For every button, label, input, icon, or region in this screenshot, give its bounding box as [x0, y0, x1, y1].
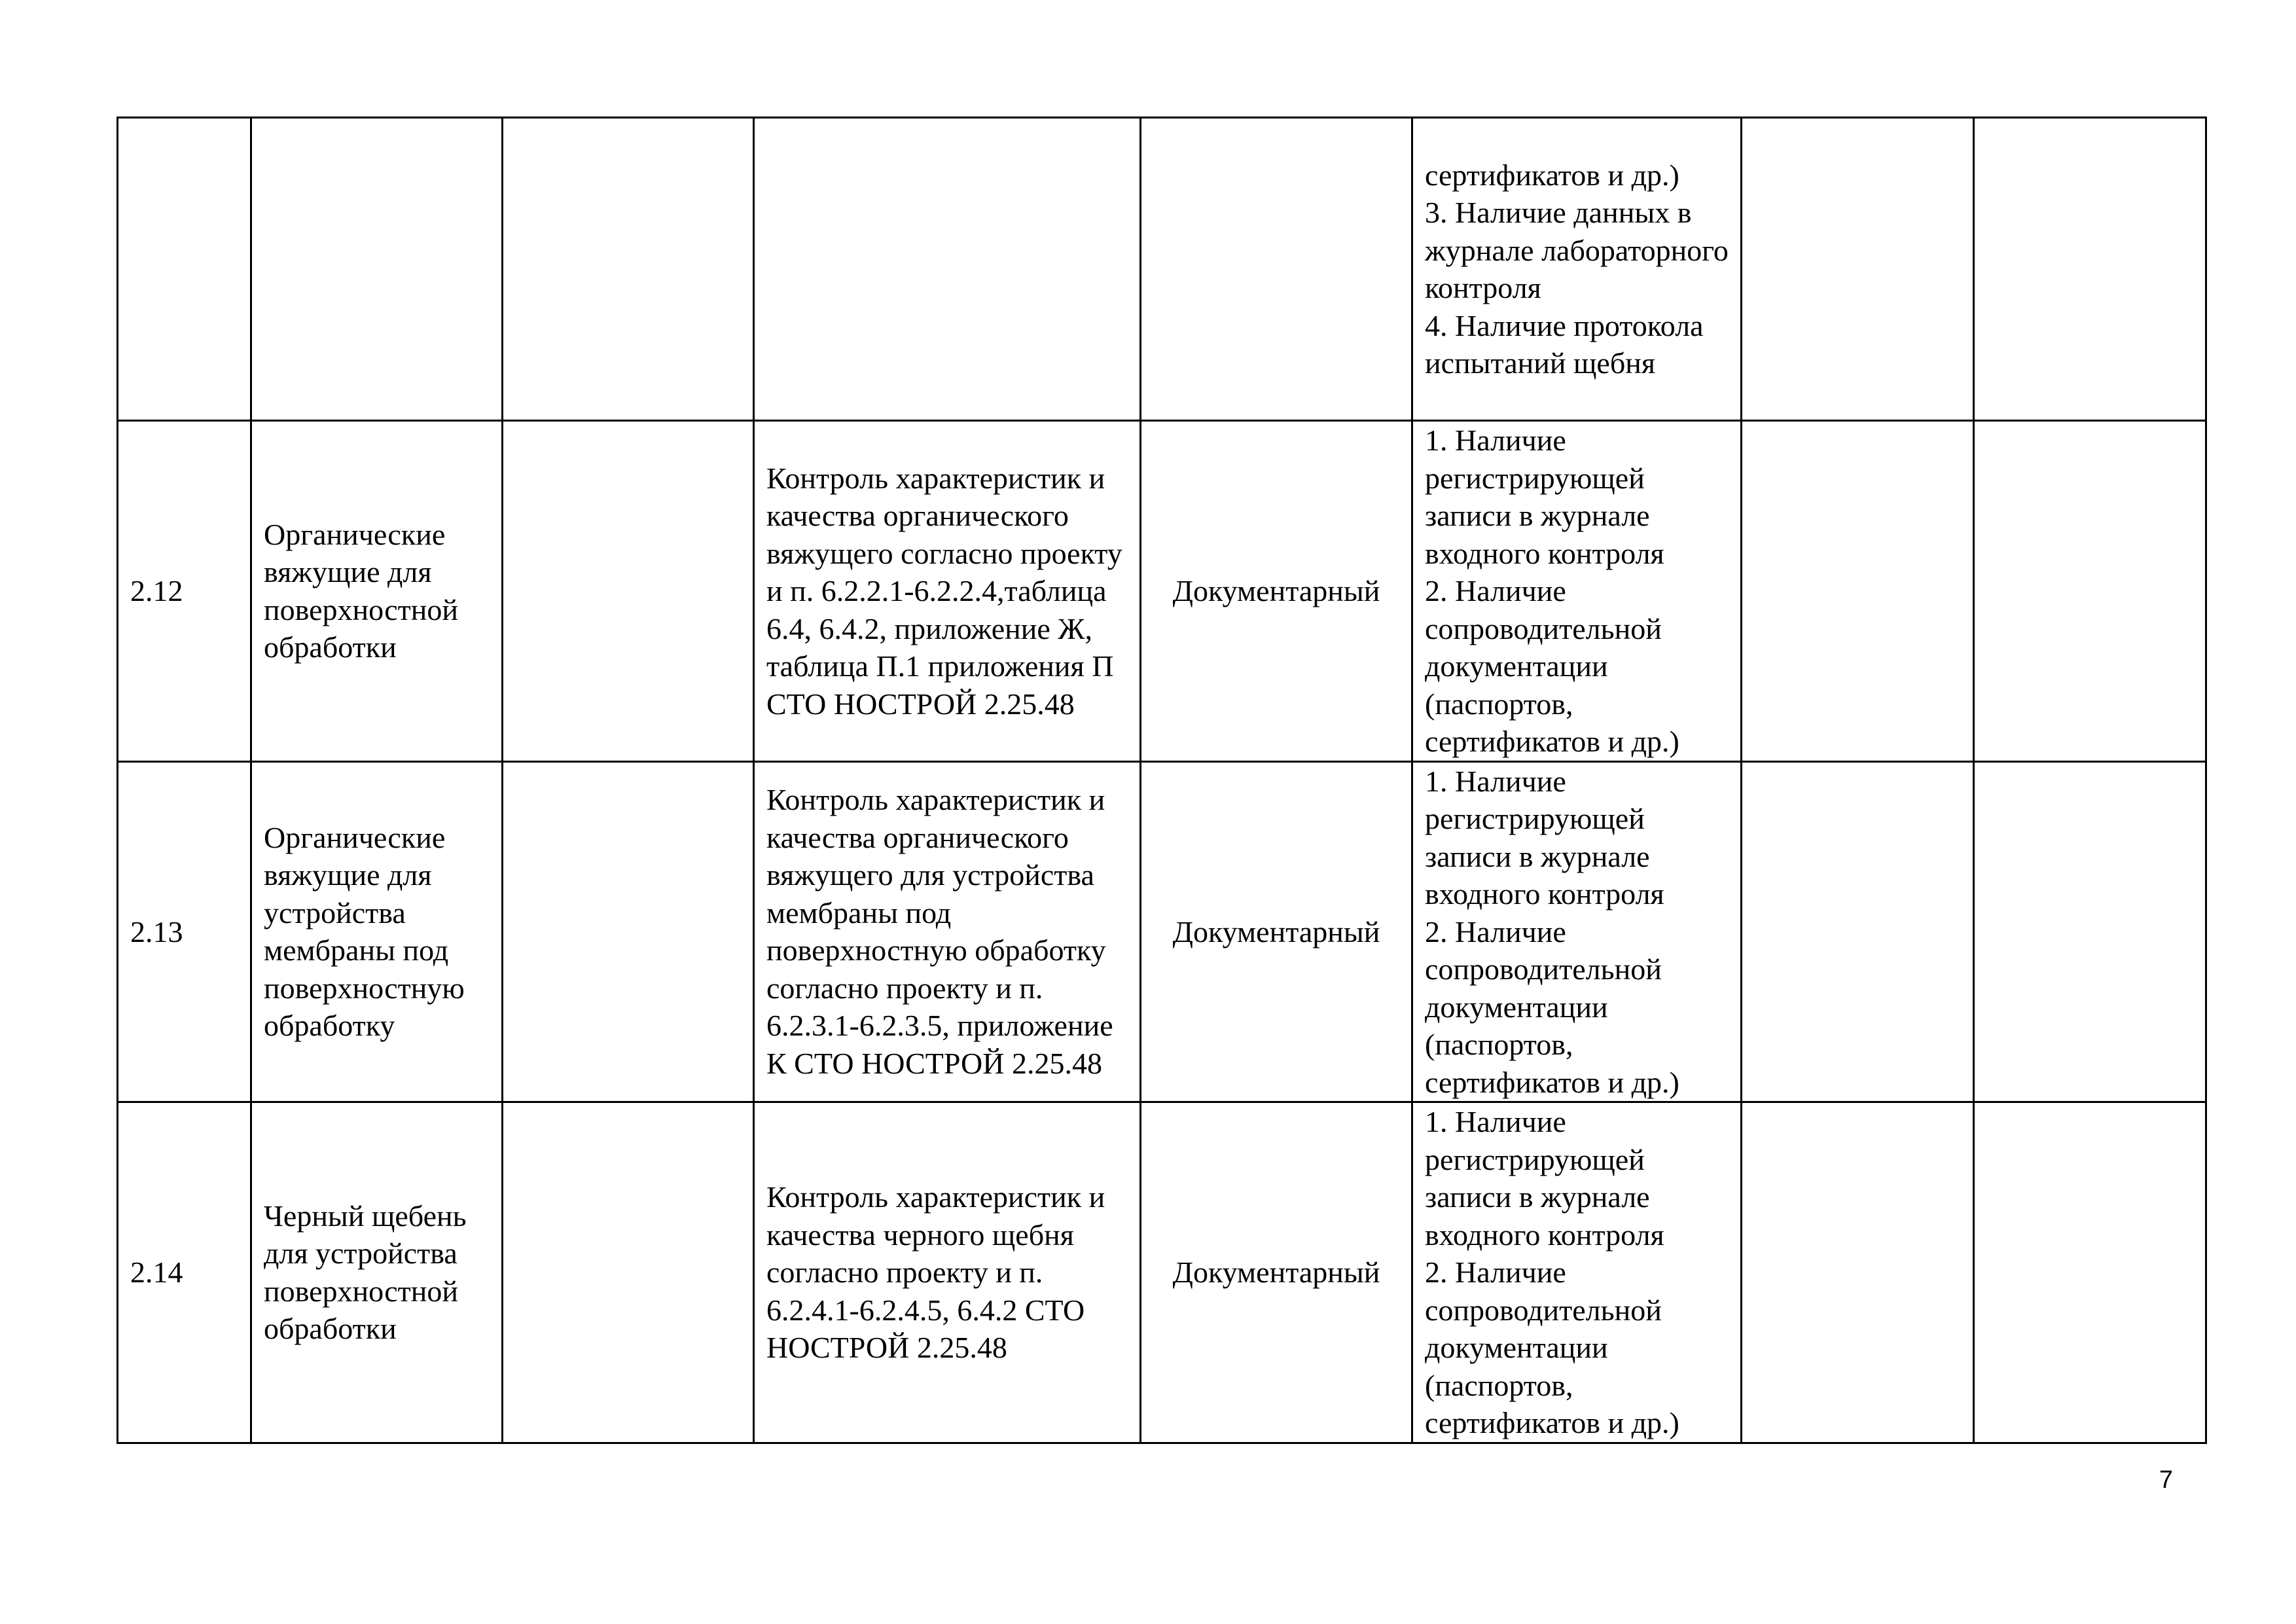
empty-cell	[503, 118, 754, 421]
control-object-cell: Органические вяжущие для устройства мембраны под поверхностную обработку	[251, 761, 503, 1102]
requirements-cell: Контроль характеристик и качества черного щебня согласно проекту и п. 6.2.4.1-6.2.4.5, 6.4.2 СТО НОСТРОЙ 2.25.48	[754, 1102, 1141, 1443]
control-method-cell: Документарный	[1141, 761, 1412, 1102]
table-row	[118, 118, 2206, 421]
empty-cell	[1974, 1102, 2206, 1443]
documents-cell: 1. Наличие регистрирующей записи в журнале входного контроля 2. Наличие сопроводительной документации (паспортов, сертификатов и др.)	[1412, 1102, 1742, 1443]
empty-cell	[1974, 421, 2206, 762]
control-object-cell: Органические вяжущие для поверхностной обработки	[251, 421, 503, 762]
requirements-cell	[754, 118, 1141, 421]
item-number-cell: 2.14	[118, 1102, 251, 1443]
empty-cell	[1742, 421, 1974, 762]
empty-cell	[1742, 118, 1974, 421]
empty-cell	[503, 421, 754, 762]
documents-cell: сертификатов и др.) 3. Наличие данных в журнале лабораторного контроля 4. Наличие протокола испытаний щебня	[1412, 118, 1742, 421]
empty-cell	[1742, 761, 1974, 1102]
page-number: 7	[2159, 1466, 2173, 1494]
table-row	[118, 761, 2206, 1102]
control-method-cell	[1141, 118, 1412, 421]
documents-cell: 1. Наличие регистрирующей записи в журнале входного контроля 2. Наличие сопроводительной документации (паспортов, сертификатов и др.)	[1412, 761, 1742, 1102]
item-number-cell: 2.13	[118, 761, 251, 1102]
requirements-cell: Контроль характеристик и качества органического вяжущего согласно проекту и п. 6.2.2.1-6.2.2.4,таблица 6.4, 6.4.2, приложение Ж, таблица П.1 приложения П СТО НОСТРОЙ 2.25.48	[754, 421, 1141, 762]
control-object-cell	[251, 118, 503, 421]
empty-cell	[1974, 118, 2206, 421]
control-method-cell: Документарный	[1141, 1102, 1412, 1443]
control-table	[117, 117, 2207, 1444]
table-row	[118, 421, 2206, 762]
empty-cell	[503, 761, 754, 1102]
empty-cell	[1742, 1102, 1974, 1443]
table-row	[118, 1102, 2206, 1443]
empty-cell	[1974, 761, 2206, 1102]
requirements-cell: Контроль характеристик и качества органического вяжущего для устройства мембраны под поверхностную обработку согласно проекту и п. 6.2.3.1-6.2.3.5, приложение К СТО НОСТРОЙ 2.25.48	[754, 761, 1141, 1102]
control-method-cell: Документарный	[1141, 421, 1412, 762]
documents-cell: 1. Наличие регистрирующей записи в журнале входного контроля 2. Наличие сопроводительной документации (паспортов, сертификатов и др.)	[1412, 421, 1742, 762]
item-number-cell: 2.12	[118, 421, 251, 762]
control-object-cell: Черный щебень для устройства поверхностной обработки	[251, 1102, 503, 1443]
item-number-cell	[118, 118, 251, 421]
empty-cell	[503, 1102, 754, 1443]
